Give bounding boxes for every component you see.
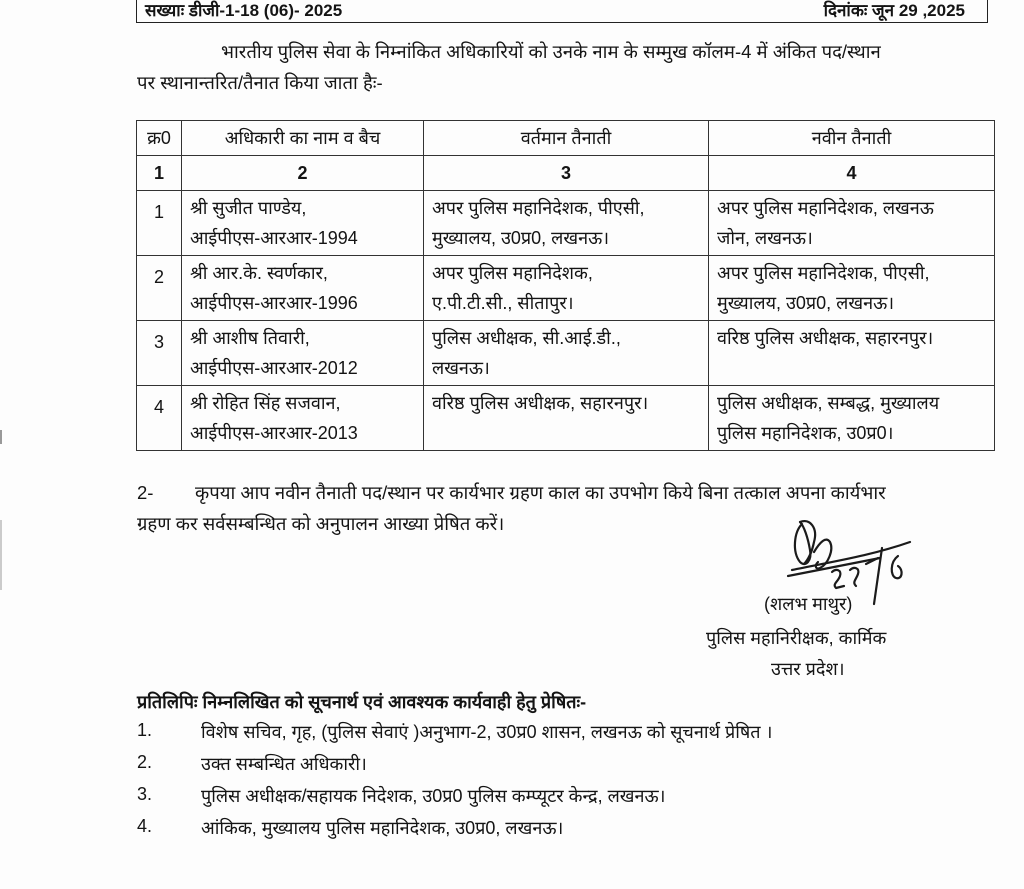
order-date: दिनांकः जून 29 ,2025: [823, 1, 965, 20]
officer-cell: श्री सुजीत पाण्डेय, आईपीएस-आरआर-1994: [182, 191, 424, 256]
signatory-state: उत्तर प्रदेश।: [771, 659, 845, 679]
officer-cell: श्री रोहित सिंह सजवान, आईपीएस-आरआर-2013: [182, 386, 424, 451]
col-header-officer: अधिकारी का नाम व बैच: [182, 121, 424, 156]
table-row: [137, 386, 995, 451]
new-posting-cell: अपर पुलिस महानिदेशक, लखनऊ जोन, लखनऊ।: [709, 191, 995, 256]
scan-mark: [0, 520, 2, 590]
column-number: 2: [182, 156, 424, 191]
table-row: [137, 321, 995, 386]
col-header-serial: क्र0: [137, 121, 182, 156]
officer-cell: श्री आर.के. स्वर्णकार, आईपीएस-आरआर-1996: [182, 256, 424, 321]
serial-cell: 2: [137, 256, 182, 321]
officer-cell: श्री आशीष तिवारी, आईपीएस-आरआर-2012: [182, 321, 424, 386]
scan-mark: [0, 430, 2, 444]
current-posting-cell: अपर पुलिस महानिदेशक, पीएसी, मुख्यालय, उ0प्र0, लखनऊ।: [424, 191, 709, 256]
list-item: 2. उक्त सम्बन्धित अधिकारी।: [137, 752, 367, 774]
current-posting-cell: पुलिस अधीक्षक, सी.आई.डी., लखनऊ।: [424, 321, 709, 386]
col-header-new-posting: नवीन तैनाती: [709, 121, 995, 156]
list-item: 4. आंकिक, मुख्यालय पुलिस महानिदेशक, उ0प्र0, लखनऊ।: [137, 816, 564, 838]
new-posting-cell: पुलिस अधीक्षक, सम्बद्ध, मुख्यालय पुलिस महानिदेशक, उ0प्र0।: [709, 386, 995, 451]
instruction-line-1: कृपया आप नवीन तैनाती पद/स्थान पर कार्यभार ग्रहण काल का उपभोग किये बिना तत्काल अपना कार्यभार: [195, 482, 886, 503]
paragraph-number: 2-: [137, 482, 154, 503]
copy-to-list: [137, 720, 997, 848]
new-posting-cell: अपर पुलिस महानिदेशक, पीएसी, मुख्यालय, उ0प्र0, लखनऊ।: [709, 256, 995, 321]
copy-to-heading: प्रतिलिपिः निम्नलिखित को सूचनार्थ एवं आवश्यक कार्यवाही हेतु प्रेषितः-: [137, 692, 587, 712]
current-posting-cell: वरिष्ठ पुलिस अधीक्षक, सहारनपुर।: [424, 386, 709, 451]
reference-number: सख्याः डीजी-1-18 (06)- 2025: [145, 1, 343, 20]
serial-cell: 1: [137, 191, 182, 256]
serial-cell: 4: [137, 386, 182, 451]
intro-line-2: पर स्थानान्तरित/तैनात किया जाता हैः-: [137, 72, 383, 93]
intro-line-1: भारतीय पुलिस सेवा के निम्नांकित अधिकारियों को उनके नाम के सम्मुख कॉलम-4 में अंकित पद/स्थान: [221, 41, 881, 62]
current-posting-cell: अपर पुलिस महानिदेशक, ए.पी.टी.सी., सीतापुर।: [424, 256, 709, 321]
transfer-table: [136, 120, 995, 451]
table-row: [137, 191, 995, 256]
new-posting-cell: वरिष्ठ पुलिस अधीक्षक, सहारनपुर।: [709, 321, 995, 386]
table-row: [137, 256, 995, 321]
column-number: 1: [137, 156, 182, 191]
col-header-current-posting: वर्तमान तैनाती: [424, 121, 709, 156]
signatory-name: (शलभ माथुर): [764, 594, 853, 614]
reference-header: [136, 0, 988, 23]
list-item: 1. विशेष सचिव, गृह, (पुलिस सेवाएं )अनुभाग-2, उ0प्र0 शासन, लखनऊ को सूचनार्थ प्रेषित ।: [137, 720, 773, 742]
table-header-row: [137, 121, 995, 156]
intro-paragraph: [137, 36, 993, 98]
column-number-row: [137, 156, 995, 191]
signatory-designation: पुलिस महानिरीक्षक, कार्मिक: [706, 628, 887, 648]
serial-cell: 3: [137, 321, 182, 386]
list-item: 3. पुलिस अधीक्षक/सहायक निदेशक, उ0प्र0 पुलिस कम्प्यूटर केन्द्र, लखनऊ।: [137, 784, 666, 806]
column-number: 4: [709, 156, 995, 191]
column-number: 3: [424, 156, 709, 191]
instruction-line-2: ग्रहण कर सर्वसम्बन्धित को अनुपालन आख्या प्रेषित करें।: [137, 513, 505, 534]
